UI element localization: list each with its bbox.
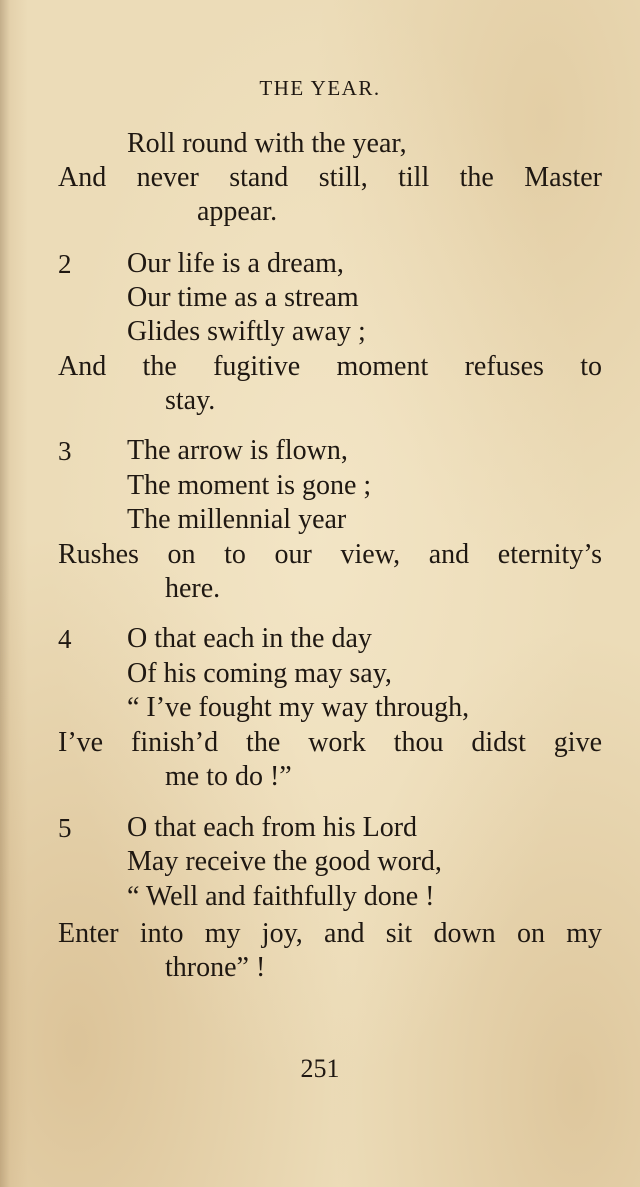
verse-number-5: 5 (58, 813, 72, 843)
opening-line-3: appear. (197, 196, 278, 227)
verse-2-line-1: Our life is a dream, (127, 248, 344, 279)
verse-number-3: 3 (58, 436, 72, 466)
verse-5-line-3: “ Well and faithfully done ! (127, 881, 435, 912)
verse-3-line-1: The arrow is flown, (127, 435, 348, 466)
verse-4-line-5: me to do !” (165, 761, 292, 792)
verse-3-line-2: The moment is gone ; (127, 470, 372, 501)
verse-2-line-3: Glides swiftly away ; (127, 316, 366, 347)
verse-3-line-3: The millennial year (127, 504, 347, 535)
verse-2-line-2: Our time as a stream (127, 282, 359, 313)
opening-line-2: And never stand still, till the Master (58, 162, 602, 193)
verse-5-line-2: May receive the good word, (127, 846, 442, 877)
verse-5-line-1: O that each from his Lord (127, 812, 418, 843)
verse-number-2: 2 (58, 249, 72, 279)
running-header: THE YEAR. (259, 76, 381, 100)
verse-2-line-4: And the fugitive moment refuses to (58, 351, 602, 382)
verse-2-line-5: stay. (165, 385, 216, 416)
verse-4-line-2: Of his coming may say, (127, 658, 392, 689)
opening-line-1: Roll round with the year, (127, 128, 407, 159)
verse-3-line-5: here. (165, 573, 221, 604)
verse-3-line-4: Rushes on to our view, and eternity’s (58, 539, 602, 570)
verse-5-line-4: Enter into my joy, and sit down on my (58, 918, 602, 949)
verse-number-4: 4 (58, 624, 72, 654)
verse-4-line-3: “ I’ve fought my way through, (127, 692, 470, 723)
verse-5-line-5: throne” ! (165, 952, 266, 983)
verse-4-line-1: O that each in the day (127, 623, 372, 654)
verse-4-line-4: I’ve finish’d the work thou didst give (58, 727, 602, 758)
page-number: 251 (300, 1054, 340, 1083)
